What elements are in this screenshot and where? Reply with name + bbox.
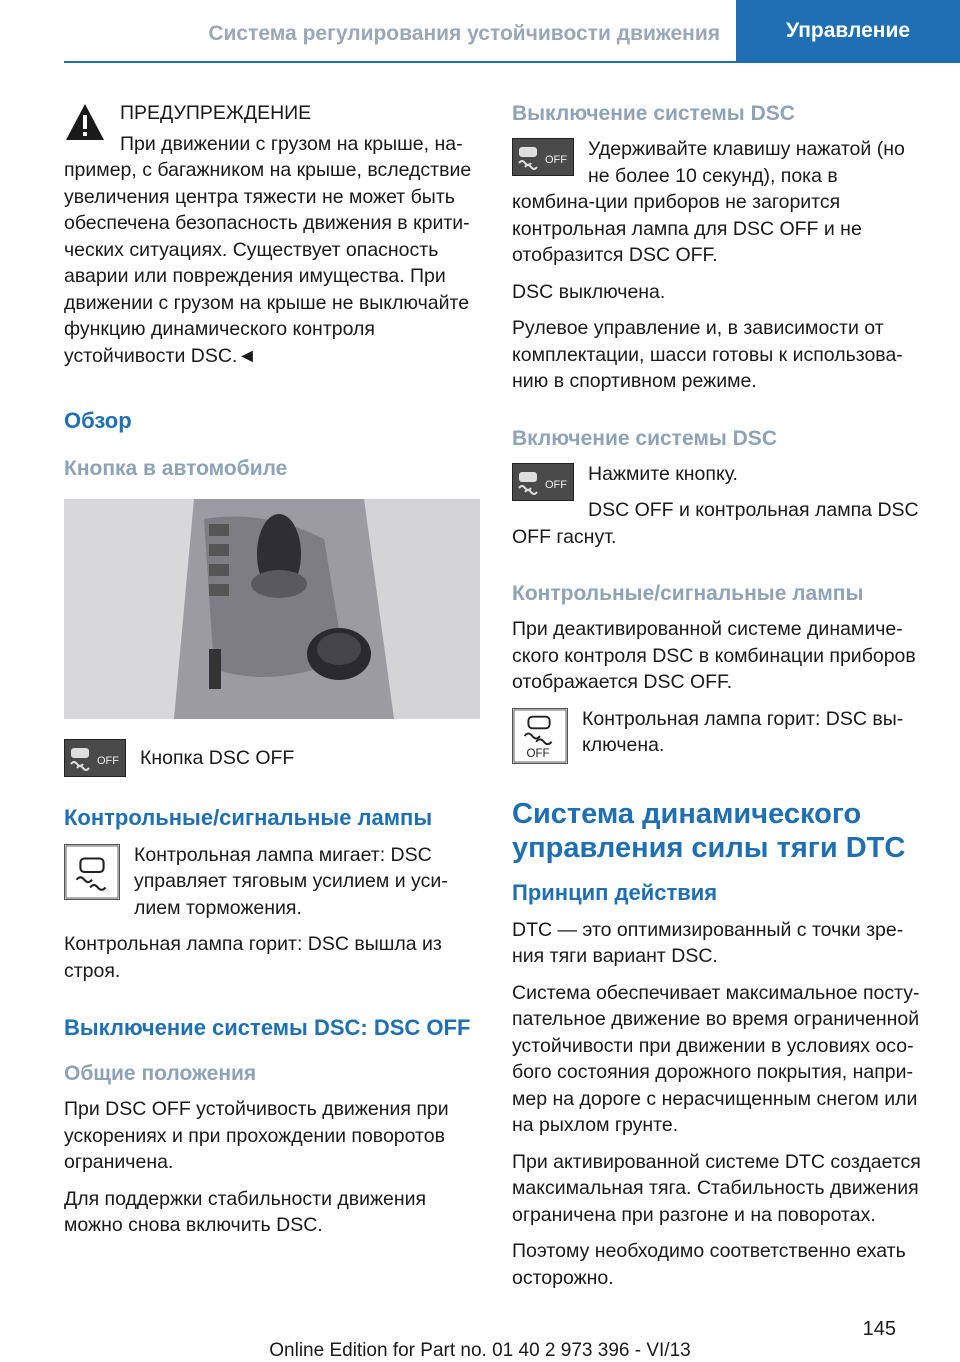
general-p2: Для поддержки стабильности движения можно снова включить DSC. bbox=[64, 1187, 427, 1236]
overview-heading: Обзор bbox=[64, 408, 132, 433]
off-text: Удерживайте клавишу нажатой (но не более 10 секунд), пока в комбина-ции приборов не загорится контрольная лампа для DSC OFF и не отобразится DSC OFF. bbox=[512, 138, 905, 266]
on-block bbox=[512, 461, 926, 561]
off-block bbox=[512, 136, 926, 279]
lamps-p1: При деактивированной системе динамиче-ского контроля DSC в комбинации приборов отображается DSC OFF. bbox=[512, 618, 916, 693]
dsc-off-heading: Выключение системы DSC: DSC OFF bbox=[64, 1015, 471, 1040]
off-p2: DSC выключена. bbox=[512, 280, 666, 303]
lamps-heading-right: Контрольные/сигнальные лампы bbox=[512, 582, 864, 605]
lamp-text: Контрольная лампа горит: DSC вы-ключена. bbox=[582, 707, 904, 756]
dsc-off-button-icon bbox=[512, 463, 574, 501]
off-text: OFF bbox=[526, 747, 550, 760]
dsc-lamp-icon bbox=[64, 844, 120, 900]
lamp-blink-block bbox=[64, 842, 484, 932]
lamp-on-text: Контрольная лампа горит: DSC вышла из строя. bbox=[64, 933, 442, 982]
button-caption: Кнопка DSC OFF bbox=[140, 747, 295, 769]
off-text: OFF bbox=[545, 478, 567, 491]
lamp-blink-text: Контрольная лампа мигает: DSC управляет тяговым усилием и уси-лием торможения. bbox=[134, 843, 448, 919]
principle-heading: Принцип действия bbox=[512, 879, 718, 905]
right-column bbox=[512, 100, 926, 1301]
dsc-off-lamp-icon bbox=[512, 708, 568, 764]
off-p3: Рулевое управление и, в зависимости от комплектации, шасси готовы к использова-нию в спортивном режиме. bbox=[512, 317, 903, 392]
on-p2: DSC OFF и контрольная лампа DSC OFF гаснут. bbox=[512, 499, 919, 548]
warning-title: ПРЕДУПРЕЖДЕНИЕ bbox=[120, 102, 312, 124]
left-column bbox=[64, 100, 484, 1249]
page-header bbox=[0, 0, 960, 62]
console-photo bbox=[64, 499, 480, 719]
lamps-heading-left: Контрольные/сигнальные лампы bbox=[64, 804, 433, 830]
dsc-off-button-icon bbox=[512, 138, 574, 176]
off-text: OFF bbox=[545, 154, 567, 166]
principle-p4: Поэтому необходимо соответственно ехать осторожно. bbox=[512, 1240, 906, 1289]
edition-footer: Online Edition for Part no. 01 40 2 973 396 - VI/13 bbox=[269, 1340, 691, 1361]
chapter-tab[interactable]: Управление bbox=[736, 0, 960, 62]
page-number: 145 bbox=[862, 1318, 896, 1340]
warning-text: При движении с грузом на крыше, на-пример, с багажником на крыше, вследствие увеличения центра тяжести не может быть обеспечена безопасность движения в крити-ческих ситуациях. Существует опасность аварии или повреждения имущества. При движении с грузом на крыше не выключайте функцию динамического контроля устойчивости DSC.◄ bbox=[64, 132, 472, 367]
principle-p1: DTC — это оптимизированный с точки зре-ния тяги вариант DSC. bbox=[512, 918, 904, 967]
lamp-off-block bbox=[512, 706, 926, 769]
warning-block bbox=[64, 100, 484, 379]
dsc-off-button-icon bbox=[64, 739, 126, 777]
off-text: OFF bbox=[97, 755, 119, 767]
on-text: Нажмите кнопку. bbox=[588, 462, 738, 485]
console-illustration bbox=[64, 499, 480, 719]
dsc-button-caption bbox=[64, 737, 484, 782]
general-p1: При DSC OFF устойчивость движения при ускорениях и при прохождении поворотов ограничена. bbox=[64, 1098, 449, 1173]
off-heading: Выключение системы DSC bbox=[512, 102, 795, 125]
principle-p3: При активированной системе DTC создается максимальная тяга. Стабильность движения ограничена при разгоне и на поворотах. bbox=[512, 1150, 921, 1226]
warning-icon bbox=[64, 102, 106, 142]
section-title: Система регулирования устойчивости движения bbox=[208, 22, 720, 45]
principle-p2: Система обеспечивает максимальное посту-пательное движение во время ограниченной устойчивости при движении в условиях осо-бого состояния дорожного покрытия, напри-мер на дороге с нерасчищенным снегом или на рыхлом грунте. bbox=[512, 981, 920, 1136]
on-heading: Включение системы DSC bbox=[512, 426, 777, 450]
button-heading: Кнопка в автомобиле bbox=[64, 457, 288, 480]
general-heading: Общие положения bbox=[64, 1062, 257, 1085]
dtc-heading: Система динамического управления силы тяги DTC bbox=[512, 797, 906, 864]
